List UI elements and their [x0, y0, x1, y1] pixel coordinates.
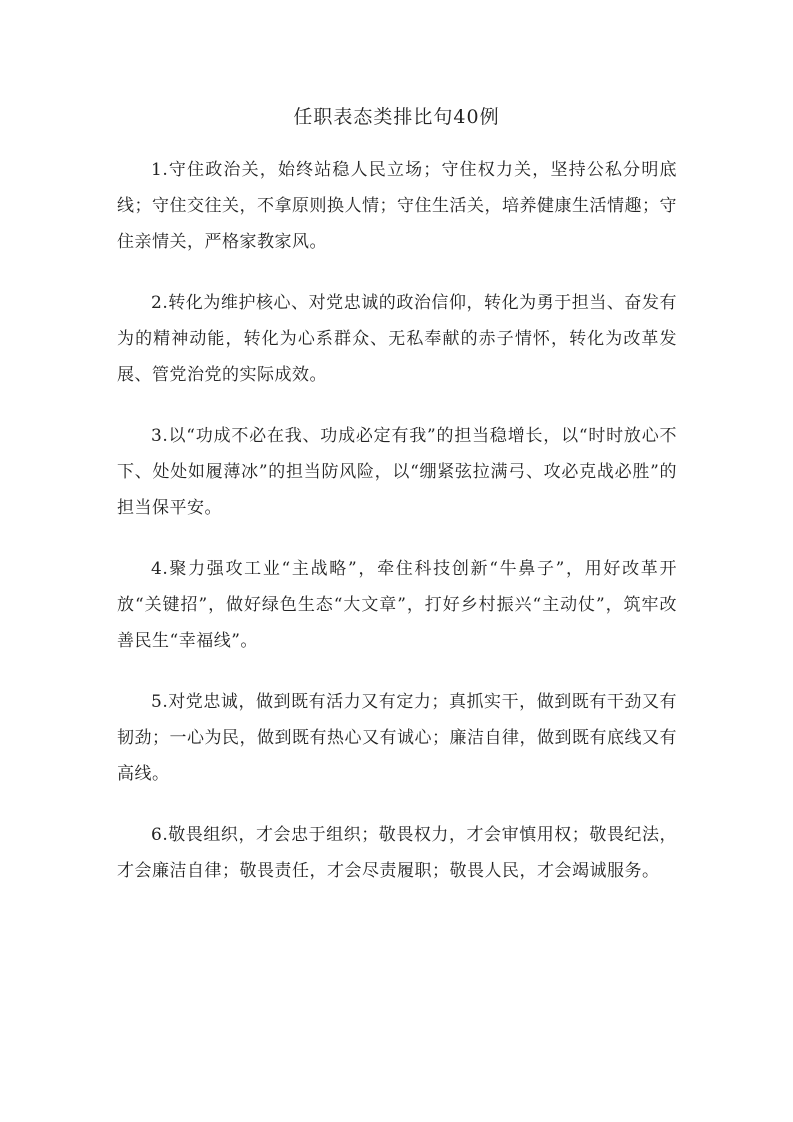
paragraph-4: 4.聚力强攻工业“主战略”，牵住科技创新“牛鼻子”，用好改革开放“关键招”，做好绿色生态“大文章”，打好乡村振兴“主动仗”，筑牢改善民生“幸福线”。 [117, 559, 677, 651]
paragraph-2: 2.转化为维护核心、对党忠诚的政治信仰，转化为勇于担当、奋发有为的精神动能，转化为心系群众、无私奉献的赤子情怀，转化为改革发展、管党治党的实际成效。 [117, 293, 677, 385]
paragraph-3: 3.以“功成不必在我、功成必定有我”的担当稳增长，以“时时放心不下、处处如履薄冰”的担当防风险，以“绷紧弦拉满弓、攻必克战必胜”的担当保平安。 [117, 426, 677, 518]
document-title: 任职表态类排比句40例 [293, 106, 500, 128]
document-body [117, 152, 677, 914]
paragraph-1: 1.守住政治关，始终站稳人民立场；守住权力关，坚持公私分明底线；守住交往关，不拿原则换人情；守住生活关，培养健康生活情趣；守住亲情关，严格家教家风。 [117, 160, 677, 252]
paragraph-5: 5.对党忠诚，做到既有活力又有定力；真抓实干，做到既有干劲又有韧劲；一心为民，做到既有热心又有诚心；廉洁自律，做到既有底线又有高线。 [117, 692, 677, 784]
paragraph-6: 6.敬畏组织，才会忠于组织；敬畏权力，才会审慎用权；敬畏纪法，才会廉洁自律；敬畏责任，才会尽责履职；敬畏人民，才会竭诚服务。 [117, 825, 677, 881]
